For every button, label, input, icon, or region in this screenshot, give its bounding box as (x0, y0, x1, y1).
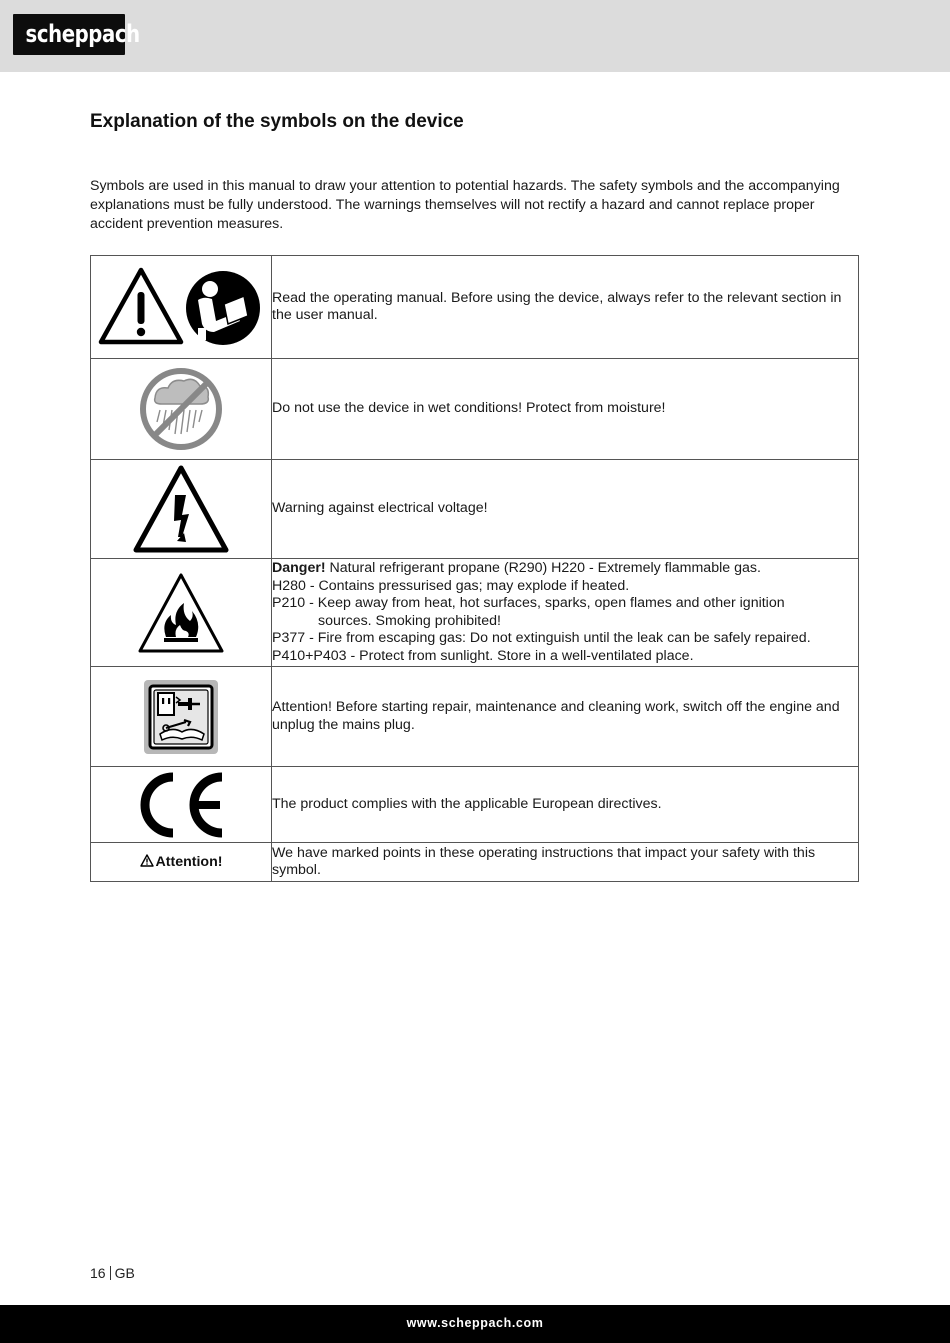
header-band (0, 0, 950, 72)
no-moisture-icon (136, 364, 226, 454)
danger-text: Natural refrigerant propane (R290) H220 - Extremely flammable gas. (325, 560, 761, 576)
text-cell: The product complies with the applicable European directives. (272, 767, 859, 843)
icon-cell (91, 843, 272, 882)
unplug-maintenance-icon (142, 678, 220, 756)
icon-cell (91, 460, 272, 559)
p377-line: P377 - Fire from escaping gas: Do not extinguish until the leak can be safely repaired. (272, 630, 811, 646)
table-row (91, 843, 859, 882)
attention-label (140, 854, 223, 870)
page-number (90, 1265, 135, 1281)
attention-icon (140, 854, 154, 867)
danger-label: Danger! (272, 560, 326, 576)
icon-cell (91, 559, 272, 667)
p210-continuation-line: sources. Smoking prohibited! (318, 612, 501, 629)
text-cell: Read the operating manual. Before using the device, always refer to the relevant section in the user manual. (272, 256, 859, 359)
table-row (91, 667, 859, 767)
scheppach-logo (13, 14, 140, 55)
text-cell: Attention! Before starting repair, maintenance and cleaning work, switch off the engine and unplug the mains plug. (272, 667, 859, 767)
flammable-icon (136, 571, 226, 655)
electrical-voltage-icon (131, 463, 231, 555)
icon-cell (91, 767, 272, 843)
table-row (91, 460, 859, 559)
icon-cell (91, 359, 272, 460)
logo-text: scheppach (25, 20, 140, 48)
read-manual-icon (98, 266, 264, 348)
table-row (91, 767, 859, 843)
page-number-value: 16 (90, 1265, 106, 1281)
intro-paragraph: Symbols are used in this manual to draw your attention to potential hazards. The safety symbols and the accompanying explanations must be fully understood. The warnings themselves will not rectify a hazard and cannot replace proper accident prevention measures. (90, 178, 840, 232)
table-row (91, 256, 859, 359)
danger-text-cell (272, 559, 859, 667)
text-cell: Do not use the device in wet conditions! Protect from moisture! (272, 359, 859, 460)
table-row (91, 359, 859, 460)
symbols-table (90, 255, 859, 882)
h280-line: H280 - Contains pressurised gas; may explode if heated. (272, 577, 630, 594)
attention-label-text: Attention! (155, 854, 223, 870)
danger-line (272, 560, 858, 578)
footer-url: www.scheppach.com (406, 1316, 544, 1330)
text-cell: We have marked points in these operating instructions that impact your safety with this symbol. (272, 843, 859, 882)
p410-line: P410+P403 - Protect from sunlight. Store in a well-ventilated place. (272, 647, 694, 664)
ce-mark-icon (134, 771, 228, 839)
page-title: Explanation of the symbols on the device (90, 111, 464, 132)
icon-cell (91, 667, 272, 767)
icon-cell (91, 256, 272, 359)
page-language: GB (114, 1265, 135, 1281)
page-number-separator (110, 1266, 111, 1280)
table-row (91, 559, 859, 667)
p210-line: P210 - Keep away from heat, hot surfaces, sparks, open flames and other ignition (272, 595, 785, 611)
text-cell: Warning against electrical voltage! (272, 460, 859, 559)
